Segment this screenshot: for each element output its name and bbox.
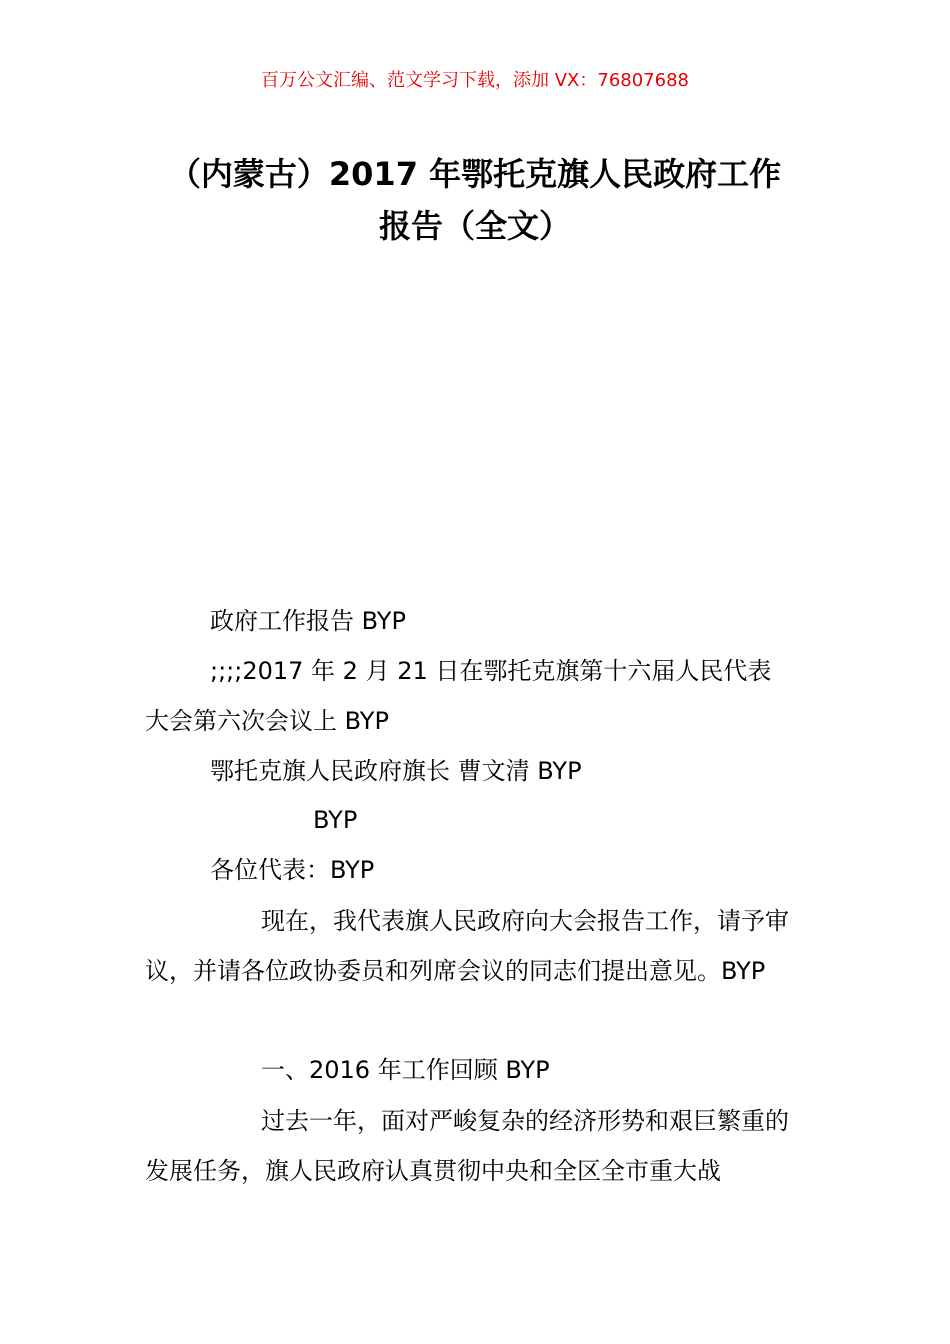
header-download-note: 百万公文汇编、范文学习下载，添加 VX：76807688 [261, 70, 689, 91]
title-line-1: （内蒙古）2017 年鄂托克旗人民政府工作 [168, 155, 782, 193]
review-paragraph: 过去一年，面对严峻复杂的经济形势和艰巨繁重的发展任务，旗人民政府认真贯彻中央和全区全市重大战 [145, 1107, 789, 1185]
opening-paragraph: 现在，我代表旗人民政府向大会报告工作，请予审议，并请各位政协委员和列席会议的同志们提出意见。BYP [145, 907, 789, 985]
salutation: 各位代表：BYP [210, 856, 375, 884]
document-title [145, 148, 805, 252]
byp-marker: BYP [313, 806, 358, 834]
report-label: 政府工作报告 BYP [210, 607, 406, 635]
section-heading: 一、2016 年工作回顾 BYP [261, 1056, 550, 1084]
meeting-date-line-2: 大会第六次会议上 BYP [145, 707, 389, 735]
meeting-date-line-1: ;;;;2017 年 2 月 21 日在鄂托克旗第十六届人民代表 [210, 657, 772, 685]
title-line-2: 报告（全文） [378, 207, 571, 245]
speaker-line: 鄂托克旗人民政府旗长 曹文清 BYP [210, 757, 582, 785]
